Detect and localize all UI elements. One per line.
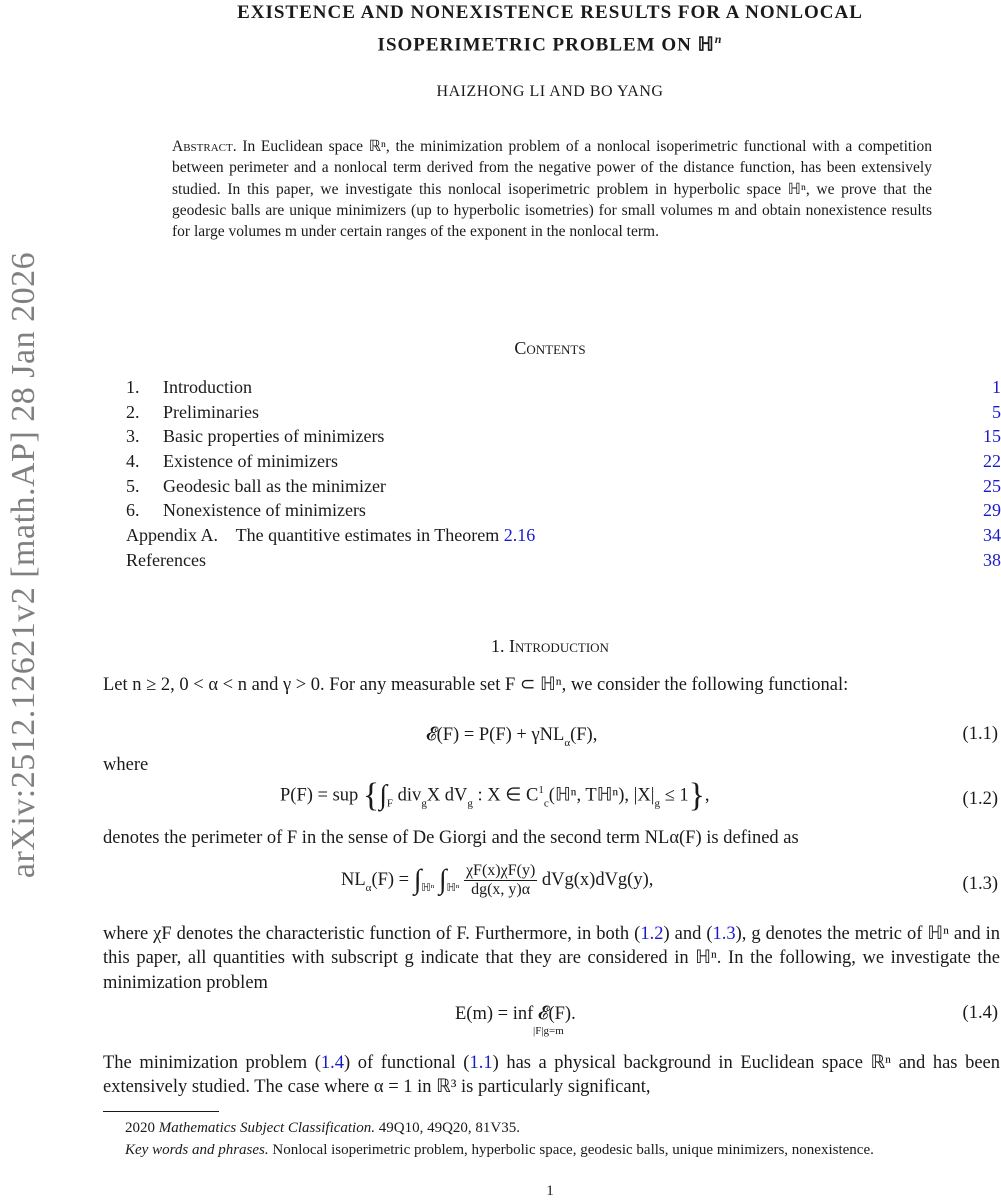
toc-page-link[interactable]: 5 (992, 401, 1001, 422)
toc-row (126, 523, 1001, 548)
eq3-left: NL (341, 869, 366, 890)
authors: HAIZHONG LI AND BO YANG (436, 83, 664, 100)
p3-c: ), g denotes the metric of ℍⁿ and in this paper, all quantities with subscript g indicate that they are considered in ℍⁿ. In the following, we investigate the minimization problem (103, 924, 1000, 993)
footnote-keywords (103, 1140, 1000, 1162)
toc-row (126, 375, 1001, 400)
toc-row (126, 498, 1001, 523)
eq4-right: 𝓔(F). (537, 1004, 576, 1024)
toc-page-link[interactable]: 1 (992, 377, 1001, 397)
title-line-2 (100, 26, 1000, 58)
toc-label (163, 400, 259, 425)
left-brace: { (362, 777, 380, 814)
toc-label (163, 498, 366, 523)
equation-1-3-tag: (1.3) (962, 874, 998, 894)
footnote-msc (103, 1118, 1000, 1140)
toc-number: 6. (126, 500, 140, 521)
toc-row (126, 474, 1001, 499)
eq2-left: P(F) = sup (280, 785, 359, 806)
p4-c: ) has a physical background in Euclidean space ℝⁿ and has been extensively studied. The case where α = 1 in ℝ³ is particularly significant, (103, 1053, 1000, 1098)
eq2-sub-g3: g (654, 797, 660, 810)
ref-1-2-link[interactable]: 1.2 (640, 924, 664, 944)
title-superscript: n (714, 32, 723, 46)
toc-row (126, 548, 1001, 573)
toc-page-link[interactable]: 22 (983, 451, 1001, 472)
equation-1-4 (103, 1003, 1000, 1039)
integral-sign-1: ∫ (413, 864, 422, 896)
toc-label (126, 548, 206, 573)
toc-label-text: Geodesic ball as the minimizer (163, 475, 386, 496)
toc-label (163, 424, 384, 449)
toc-page-link[interactable]: 29 (983, 500, 1001, 521)
toc-number: 2. (126, 401, 140, 422)
fraction-numerator: χF(x)χF(y) (465, 862, 536, 879)
toc-number: 5. (126, 475, 140, 496)
foot1-a: 2020 (125, 1120, 159, 1136)
eq2-sub-c: c (543, 797, 549, 810)
ref-1-3-link[interactable]: 1.3 (712, 924, 736, 944)
arxiv-identifier: arXiv:2512.12621v2 [math.AP] 28 Jan 2026 (5, 251, 42, 879)
eq2-div: div (397, 785, 422, 806)
paper-title (100, 0, 1000, 58)
toc-label-text: Introduction (163, 377, 252, 397)
equation-1-3-body (341, 862, 653, 899)
eq1-end: (F), (570, 725, 598, 745)
toc-page-link[interactable]: 38 (983, 549, 1001, 570)
section-number: 1. (491, 636, 505, 656)
eq2-mid2: X dV (426, 785, 468, 806)
eq1-sub: α (564, 737, 571, 749)
right-brace: } (688, 777, 705, 814)
integral-domain-1: ℍⁿ (421, 881, 435, 894)
eq2-rest2: (ℍⁿ, Tℍⁿ), |X| (548, 785, 655, 806)
eq3-sub-alpha: α (365, 881, 372, 894)
equation-1-2-tag: (1.2) (962, 789, 998, 809)
abstract-text: In Euclidean space ℝⁿ, the minimization problem of a nonlocal isoperimetric functional with a competition between perimeter and a nonlocal term derived from the negative power of the distance function, has been extensively studied. In this paper, we investigate this nonlocal isoperimetric problem in hyperbolic space ℍⁿ, we prove that the geodesic balls are unique minimizers (up to hyperbolic isometries) for small volumes m and obtain nonexistence results for large volumes m under certain ranges of the exponent in the nonlocal term. (172, 138, 933, 241)
toc-label-text: Nonexistence of minimizers (163, 500, 366, 521)
eq3-left2: (F) = (371, 869, 410, 890)
intro-paragraph-2: denotes the perimeter of F in the sense of De Giorgi and the second term NLα(F) is defined as (103, 828, 799, 848)
ref-1-4-link[interactable]: 1.4 (320, 1053, 345, 1073)
foot2-b: Nonlocal isoperimetric problem, hyperbolic space, geodesic balls, unique minimizers, nonexistence. (268, 1142, 874, 1158)
eq2-rest: : X ∈ C (472, 785, 539, 806)
section-heading (100, 636, 1000, 657)
toc-number: 3. (126, 426, 140, 447)
toc-row (126, 424, 1001, 449)
toc-row (126, 449, 1001, 474)
eq4-sub: |F|g=m (533, 1025, 564, 1037)
foot1-it: Mathematics Subject Classification. (158, 1120, 375, 1136)
toc-page-link[interactable]: 34 (983, 525, 1001, 546)
abstract (172, 136, 932, 242)
toc-label (126, 523, 535, 548)
toc-label-text: Preliminaries (163, 401, 259, 422)
equation-1-2 (103, 777, 1000, 821)
eq3-right: dVg(x)dVg(y), (541, 869, 654, 890)
equation-1-1-tag: (1.1) (962, 724, 998, 744)
toc-label-text: References (126, 549, 206, 570)
foot1-b: 49Q10, 49Q20, 81V35. (374, 1120, 520, 1136)
eq2-sub-g1: g (421, 797, 427, 810)
eq4-left: E(m) = inf (455, 1004, 534, 1024)
integral-sign: ∫ (379, 780, 387, 811)
fraction-denominator: dg(x, y)α (471, 881, 531, 898)
equation-1-2-body: P(F) = sup {$\int_F$ div$_g$X $dV_g$ : X ∈ $C^1_c(ℍ^n$, Tℍⁿ), $|X|_g \le 1$}, (280, 777, 710, 814)
equation-1-1 (103, 724, 1000, 754)
toc-row (126, 400, 1001, 425)
toc-number: 4. (126, 451, 140, 472)
page-number: 1 (546, 1183, 554, 1199)
equation-1-1-body (426, 724, 597, 749)
intro-paragraph-3 (103, 922, 1000, 995)
table-of-contents (126, 375, 1001, 573)
title-line-2-text: ISOPERIMETRIC PROBLEM ON ℍ (377, 34, 715, 56)
toc-label-text: Existence of minimizers (163, 451, 338, 472)
title-line-1: EXISTENCE AND NONEXISTENCE RESULTS FOR A NONLOCAL (237, 2, 863, 23)
integral-sign-2: ∫ (438, 864, 447, 896)
toc-label (163, 375, 252, 400)
integral-domain-2: ℍⁿ (446, 881, 460, 894)
toc-page-link[interactable]: 15 (983, 426, 1001, 447)
eq2-sup-1: 1 (538, 784, 544, 797)
p3-b: ) and ( (663, 924, 713, 944)
toc-label (163, 449, 338, 474)
toc-label (163, 474, 386, 499)
equation-1-4-body (455, 1003, 576, 1037)
foot2-it: Key words and phrases. (125, 1142, 269, 1158)
eq2-rest3: ≤ 1 (659, 785, 689, 806)
where-text: where (103, 755, 149, 775)
eq1-main: 𝓔(F) = P(F) + γNL (426, 725, 565, 745)
ref-1-1-link[interactable]: 1.1 (469, 1053, 493, 1073)
eq2-sub-g2: g (467, 797, 473, 810)
abstract-heading: Abstract. (172, 138, 237, 155)
toc-number: 1. (126, 377, 140, 397)
intro-paragraph-4 (103, 1051, 1000, 1100)
equation-1-3 (103, 860, 1000, 916)
section-title: Introduction (509, 636, 609, 656)
integral-domain: F (386, 797, 394, 810)
footnote-rule (103, 1111, 219, 1112)
toc-label-text: Basic properties of minimizers (163, 426, 385, 447)
toc-page-link[interactable]: 25 (983, 475, 1001, 496)
intro-paragraph-1: Let n ≥ 2, 0 < α < n and γ > 0. For any measurable set F ⊂ ℍⁿ, we consider the following functional: (103, 675, 849, 695)
p3-a: where χF denotes the characteristic function of F. Furthermore, in both ( (103, 924, 641, 944)
contents-title: Contents (514, 338, 586, 358)
fraction (464, 862, 537, 899)
toc-theorem-ref-link[interactable]: 2.16 (503, 525, 536, 546)
p4-a: The minimization problem ( (103, 1053, 321, 1073)
p4-b: ) of functional ( (344, 1053, 470, 1073)
equation-1-4-tag: (1.4) (962, 1003, 998, 1023)
toc-label-text: Appendix A. The quantitive estimates in Theorem (126, 525, 504, 546)
